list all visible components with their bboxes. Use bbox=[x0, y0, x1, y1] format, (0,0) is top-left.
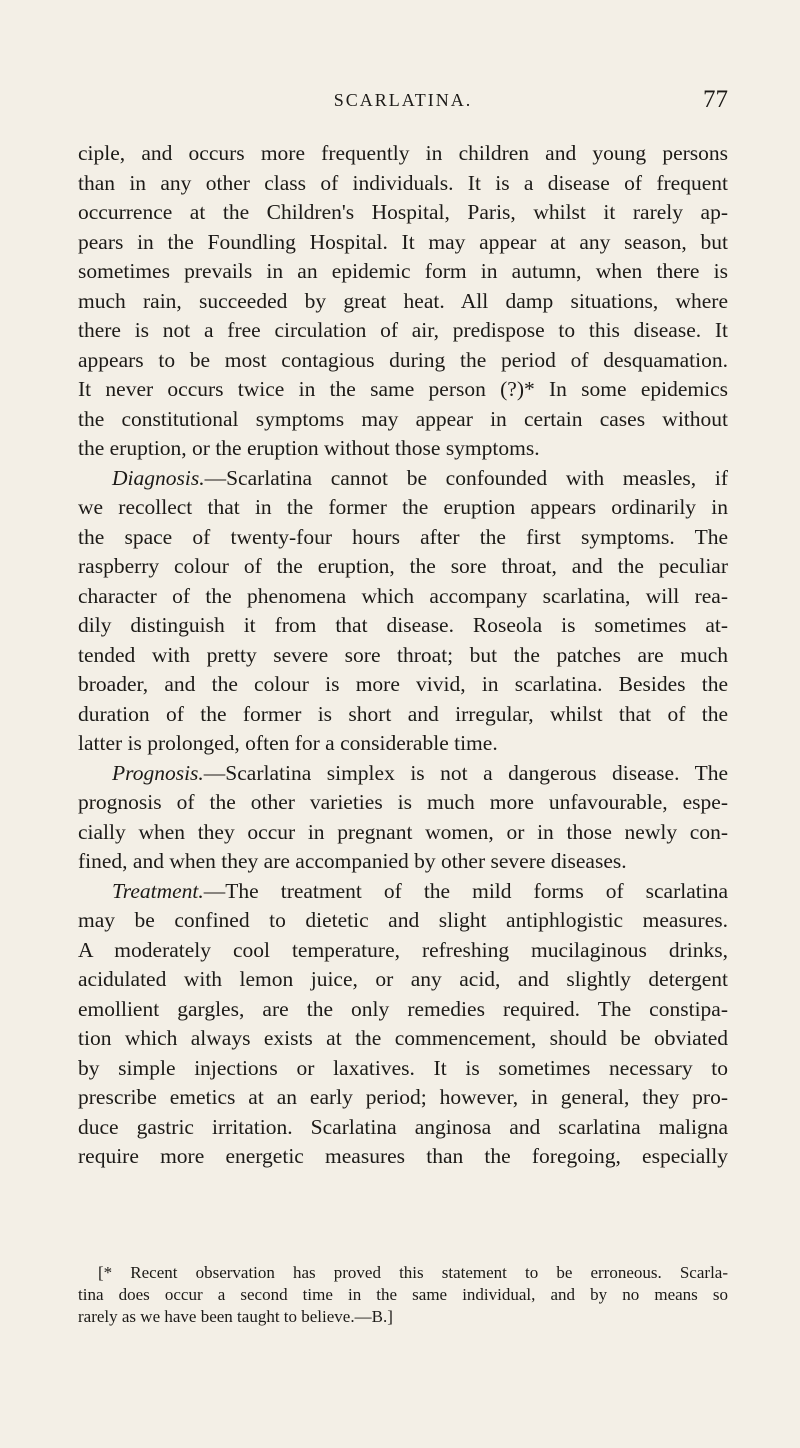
text-line: there is not a free circulation of air, predispose to this disease. It bbox=[78, 318, 728, 342]
text-line: dily distinguish it from that disease. Roseola is sometimes at- bbox=[78, 613, 728, 637]
treatment-first-line bbox=[78, 877, 728, 907]
text-line: emollient gargles, are the only remedies required. The constipa- bbox=[78, 996, 728, 1021]
text-line: fined, and when they are accompanied by other severe diseases. bbox=[78, 849, 627, 873]
diagnosis-first-line bbox=[78, 464, 728, 494]
footnote-line: [* Recent observation has proved this statement to be erroneous. Scarla- bbox=[98, 1263, 728, 1282]
text-line: occurrence at the Children's Hospital, Paris, whilst it rarely ap- bbox=[78, 200, 728, 224]
prognosis-first-line bbox=[78, 759, 728, 789]
text-line: ciple, and occurs more frequently in children and young persons bbox=[78, 141, 728, 165]
page-number: 77 bbox=[703, 86, 728, 113]
text-line: A moderately cool temperature, refreshing mucilaginous drinks, bbox=[78, 937, 728, 962]
text-line: pears in the Foundling Hospital. It may appear at any season, but bbox=[78, 229, 728, 254]
text-line: the space of twenty-four hours after the first symptoms. The bbox=[78, 524, 728, 549]
text-line: the constitutional symptoms may appear in certain cases without bbox=[78, 406, 728, 431]
text-line: tion which always exists at the commencement, should be obviated bbox=[78, 1026, 728, 1050]
text-line: It never occurs twice in the same person (?)* In some epidemics bbox=[78, 377, 728, 401]
text-line: acidulated with lemon juice, or any acid, and slightly detergent bbox=[78, 967, 728, 991]
prognosis-first-line-text: —Scarlatina simplex is not a dangerous disease. The bbox=[203, 760, 728, 785]
text-line: we recollect that in the former the eruption appears ordinarily in bbox=[78, 495, 728, 519]
text-line: may be confined to dietetic and slight antiphlogistic measures. bbox=[78, 908, 728, 932]
diagnosis-heading: Diagnosis. bbox=[112, 465, 205, 490]
text-line: latter is prolonged, often for a considerable time. bbox=[78, 731, 498, 755]
text-line: sometimes prevails in an epidemic form in autumn, when there is bbox=[78, 259, 728, 283]
treatment-heading: Treatment. bbox=[112, 878, 204, 903]
text-line: duration of the former is short and irregular, whilst that of the bbox=[78, 701, 728, 726]
text-line: character of the phenomena which accompany scarlatina, will rea- bbox=[78, 583, 728, 608]
text-line: the eruption, or the eruption without those symptoms. bbox=[78, 436, 540, 460]
footnote-line: rarely as we have been taught to believe.—B.] bbox=[78, 1307, 393, 1326]
text-line: than in any other class of individuals. It is a disease of frequent bbox=[78, 170, 728, 195]
footnote bbox=[78, 1262, 728, 1328]
running-title: SCARLATINA. bbox=[333, 90, 473, 110]
text-line: appears to be most contagious during the period of desquamation. bbox=[78, 347, 728, 372]
text-line: raspberry colour of the eruption, the sore throat, and the peculiar bbox=[78, 554, 728, 578]
text-line: prognosis of the other varieties is much more unfavourable, espe- bbox=[78, 790, 728, 814]
text-line: broader, and the colour is more vivid, in scarlatina. Besides the bbox=[78, 672, 728, 696]
treatment-first-line-text: —The treatment of the mild forms of scarlatina bbox=[203, 878, 728, 903]
diagnosis-first-line-text: —Scarlatina cannot be confounded with measles, if bbox=[204, 465, 728, 490]
text-line: much rain, succeeded by great heat. All damp situations, where bbox=[78, 288, 728, 313]
text-line: by simple injections or laxatives. It is sometimes necessary to bbox=[78, 1055, 728, 1080]
text-line: prescribe emetics at an early period; however, in general, they pro- bbox=[78, 1085, 728, 1109]
running-head bbox=[78, 86, 728, 120]
footnote-line: tina does occur a second time in the same individual, and by no means so bbox=[78, 1285, 728, 1304]
text-line: cially when they occur in pregnant women, or in those newly con- bbox=[78, 819, 728, 844]
prognosis-heading: Prognosis. bbox=[112, 760, 204, 785]
text-line: tended with pretty severe sore throat; but the patches are much bbox=[78, 642, 728, 667]
text-line: duce gastric irritation. Scarlatina anginosa and scarlatina maligna bbox=[78, 1114, 728, 1139]
text-line: require more energetic measures than the foregoing, especially bbox=[78, 1144, 728, 1168]
body-text bbox=[78, 139, 728, 1172]
book-page bbox=[78, 0, 728, 1448]
